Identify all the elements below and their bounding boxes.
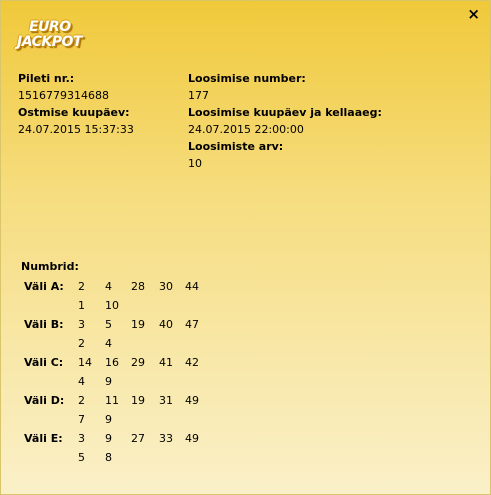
extra-numbers-row bbox=[21, 334, 112, 353]
purchase-date-label: Ostmise kuupäev: bbox=[18, 106, 130, 119]
field-label: Väli A: bbox=[24, 280, 64, 293]
purchase-date-value: 24.07.2015 15:37:33 bbox=[18, 123, 134, 136]
number-fields bbox=[21, 277, 199, 467]
main-number: 44 bbox=[185, 280, 199, 293]
main-number: 19 bbox=[131, 318, 145, 331]
main-number: 41 bbox=[159, 356, 173, 369]
extra-numbers-row bbox=[21, 410, 112, 429]
main-numbers-row bbox=[21, 315, 199, 334]
main-number: 29 bbox=[131, 356, 145, 369]
logo-text-line1: EURO bbox=[29, 19, 71, 35]
main-number: 27 bbox=[131, 432, 145, 445]
draw-count-label: Loosimiste arv: bbox=[188, 140, 284, 153]
close-icon[interactable]: × bbox=[467, 5, 480, 23]
draw-number-label: Loosimise number: bbox=[188, 72, 306, 85]
main-number: 3 bbox=[78, 318, 85, 331]
section-divider bbox=[1, 230, 490, 231]
ticket-info-right bbox=[188, 70, 382, 172]
main-number: 31 bbox=[159, 394, 173, 407]
extra-number: 9 bbox=[105, 413, 112, 426]
main-number: 2 bbox=[78, 394, 85, 407]
extra-number: 2 bbox=[78, 337, 85, 350]
main-numbers-row bbox=[21, 429, 199, 448]
number-field bbox=[21, 315, 199, 353]
extra-number: 4 bbox=[78, 375, 85, 388]
extra-numbers-row bbox=[21, 296, 119, 315]
main-number: 28 bbox=[131, 280, 145, 293]
main-numbers-row bbox=[21, 353, 199, 372]
main-numbers-row bbox=[21, 277, 199, 296]
extra-number: 9 bbox=[105, 375, 112, 388]
main-numbers-row bbox=[21, 391, 199, 410]
extra-numbers-row bbox=[21, 448, 112, 467]
extra-number: 5 bbox=[78, 451, 85, 464]
extra-number: 7 bbox=[78, 413, 85, 426]
main-number: 49 bbox=[185, 432, 199, 445]
field-label: Väli C: bbox=[24, 356, 64, 369]
main-number: 47 bbox=[185, 318, 199, 331]
main-number: 3 bbox=[78, 432, 85, 445]
main-number: 33 bbox=[159, 432, 173, 445]
field-label: Väli D: bbox=[24, 394, 65, 407]
main-number: 40 bbox=[159, 318, 173, 331]
logo-text-line2: JACKPOT bbox=[17, 34, 82, 50]
number-field bbox=[21, 429, 199, 467]
main-number: 16 bbox=[105, 356, 119, 369]
main-number: 19 bbox=[131, 394, 145, 407]
extra-number: 1 bbox=[78, 299, 85, 312]
extra-number: 10 bbox=[105, 299, 119, 312]
extra-numbers-row bbox=[21, 372, 112, 391]
main-number: 30 bbox=[159, 280, 173, 293]
main-number: 5 bbox=[105, 318, 112, 331]
number-field bbox=[21, 391, 199, 429]
main-number: 11 bbox=[105, 394, 119, 407]
draw-count-value: 10 bbox=[188, 157, 202, 170]
main-number: 42 bbox=[185, 356, 199, 369]
draw-number-value: 177 bbox=[188, 89, 209, 102]
numbers-title: Numbrid: bbox=[21, 260, 79, 273]
draw-datetime-value: 24.07.2015 22:00:00 bbox=[188, 123, 304, 136]
main-number: 4 bbox=[105, 280, 112, 293]
number-field bbox=[21, 277, 199, 315]
ticket-info-left bbox=[18, 70, 134, 138]
main-number: 49 bbox=[185, 394, 199, 407]
ticket-number-value: 1516779314688 bbox=[18, 89, 109, 102]
numbers-section bbox=[21, 257, 199, 467]
draw-datetime-label: Loosimise kuupäev ja kellaaeg: bbox=[188, 106, 382, 119]
ticket-number-label: Pileti nr.: bbox=[18, 72, 75, 85]
main-number: 2 bbox=[78, 280, 85, 293]
number-field bbox=[21, 353, 199, 391]
main-number: 14 bbox=[78, 356, 92, 369]
extra-number: 4 bbox=[105, 337, 112, 350]
eurojackpot-logo bbox=[17, 17, 81, 53]
extra-number: 8 bbox=[105, 451, 112, 464]
field-label: Väli E: bbox=[24, 432, 63, 445]
field-label: Väli B: bbox=[24, 318, 64, 331]
main-number: 9 bbox=[105, 432, 112, 445]
